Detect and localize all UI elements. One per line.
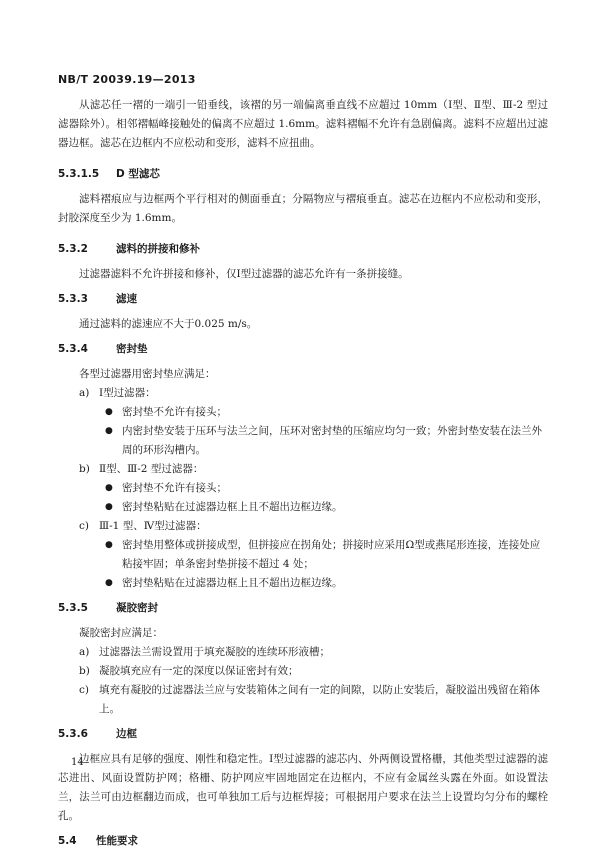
paragraph-gasket-intro: 各型过滤器用密封垫应满足： <box>79 368 216 380</box>
heading-5-3-5 <box>58 599 548 618</box>
list-label: b) <box>79 665 90 677</box>
list-label: a) <box>79 387 90 399</box>
heading-number: 5.4 <box>58 835 77 847</box>
page-number: 14 <box>71 757 84 768</box>
bullet-icon: ● <box>105 407 113 417</box>
paragraph-gel-intro: 凝胶密封应满足： <box>79 627 163 639</box>
bullet-text: 内密封垫安装于压环与法兰之间，压环对密封垫的压缩应均匀一致；外密封垫安装在法兰外周的环形沟槽内。 <box>122 425 542 456</box>
heading-title: 密封垫 <box>116 343 148 355</box>
heading-number: 5.3.1.5 <box>58 168 100 180</box>
heading-number: 5.3.3 <box>58 293 88 305</box>
paragraph-filter-speed: 通过滤料的滤速应不大于0.025 m/s。 <box>79 318 258 330</box>
heading-title: 性能要求 <box>96 835 138 847</box>
heading-number: 5.3.4 <box>58 343 88 355</box>
list-item <box>58 643 548 662</box>
heading-5-3-2 <box>58 240 548 259</box>
heading-title: 滤速 <box>116 293 137 305</box>
bullet-icon: ● <box>105 483 113 493</box>
list-item <box>58 384 548 403</box>
bullet-item <box>58 422 548 460</box>
heading-number: 5.3.6 <box>58 728 88 740</box>
list-title: Ⅰ型过滤器： <box>99 387 156 399</box>
list-label: b) <box>79 463 90 475</box>
list-text: 凝胶填充应有一定的深度以保证密封有效； <box>99 665 299 677</box>
list-item <box>58 662 548 681</box>
list-item <box>58 517 548 536</box>
heading-title: D 型滤芯 <box>116 168 160 180</box>
standard-code: NB/T 20039.19—2013 <box>58 73 196 86</box>
heading-5-3-3 <box>58 290 548 309</box>
bullet-text: 密封垫不允许有接头； <box>122 482 227 494</box>
heading-title: 滤料的拼接和修补 <box>116 243 200 255</box>
gasket-list <box>58 384 548 593</box>
bullet-text: 密封垫粘贴在过滤器边框上且不超出边框边缘。 <box>122 501 343 513</box>
bullet-icon: ● <box>105 426 113 436</box>
paragraph-fold-deviation: 从滤芯任一褶的一端引一铅垂线，该褶的另一端偏离垂直线不应超过 10mm（Ⅰ型、Ⅱ型、Ⅲ-2 型过滤器除外）。相邻褶幅峰接触处的偏离不应超过 1.6mm。滤料褶幅不允许有急剧偏离。滤料不应超出过滤器边框。滤芯在边框内不应松动和变形，滤料不应扭曲。 <box>58 99 548 149</box>
list-title: Ⅲ-1 型、Ⅳ型过滤器： <box>99 520 207 532</box>
paragraph-d-type: 滤料褶痕应与边框两个平行相对的侧面垂直；分隔物应与褶痕垂直。滤芯在边框内不应松动和变形，封胶深度至少为 1.6mm。 <box>58 193 548 224</box>
heading-5-3-6 <box>58 725 548 744</box>
bullet-icon: ● <box>105 578 113 588</box>
bullet-icon: ● <box>105 502 113 512</box>
heading-5-3-1-5 <box>58 165 548 184</box>
heading-5-4 <box>58 832 548 851</box>
paragraph-frame: 边框应具有足够的强度、刚性和稳定性。Ⅰ型过滤器的滤芯内、外两侧设置格栅，其他类型过滤器的滤芯进出、风面设置防护网；格栅、防护网应牢固地固定在边框内，不应有金属丝头露在外面。如设置法兰，法兰可由边框翻边而成，也可单独加工后与边框焊接；可根据用户要求在法兰上设置均匀分布的螺栓孔。 <box>58 753 548 822</box>
list-label: c) <box>79 520 89 532</box>
heading-number: 5.3.2 <box>58 243 88 255</box>
list-text: 填充有凝胶的过滤器法兰应与安装箱体之间有一定的间隙，以防止安装后，凝胶溢出残留在箱体上。 <box>99 684 540 715</box>
list-text: 过滤器法兰需设置用于填充凝胶的连续环形液槽； <box>99 646 330 658</box>
heading-number: 5.3.5 <box>58 602 88 614</box>
list-title: Ⅱ型、Ⅲ-2 型过滤器： <box>99 463 204 475</box>
bullet-icon: ● <box>105 540 113 550</box>
heading-title: 边框 <box>116 728 137 740</box>
bullet-item <box>58 479 548 498</box>
bullet-item <box>58 498 548 517</box>
bullet-item <box>58 536 548 574</box>
bullet-text: 密封垫粘贴在过滤器边框上且不超出边框边缘。 <box>122 577 343 589</box>
heading-5-3-4 <box>58 340 548 359</box>
document-body <box>58 96 548 851</box>
bullet-text: 密封垫用整体或拼接成型，但拼接应在拐角处；拼接时应采用Ω型或燕尾形连接，连接处应粘接牢固；单条密封垫拼接不超过 4 处； <box>122 539 541 570</box>
gel-list <box>58 643 548 719</box>
list-item <box>58 460 548 479</box>
bullet-item <box>58 574 548 593</box>
paragraph-splice: 过滤器滤料不允许拼接和修补，仅Ⅰ型过滤器的滤芯允许有一条拼接缝。 <box>79 268 409 280</box>
bullet-text: 密封垫不允许有接头； <box>122 406 227 418</box>
list-item <box>58 681 548 719</box>
heading-title: 凝胶密封 <box>116 602 158 614</box>
list-label: a) <box>79 646 90 658</box>
list-label: c) <box>79 684 89 696</box>
bullet-item <box>58 403 548 422</box>
